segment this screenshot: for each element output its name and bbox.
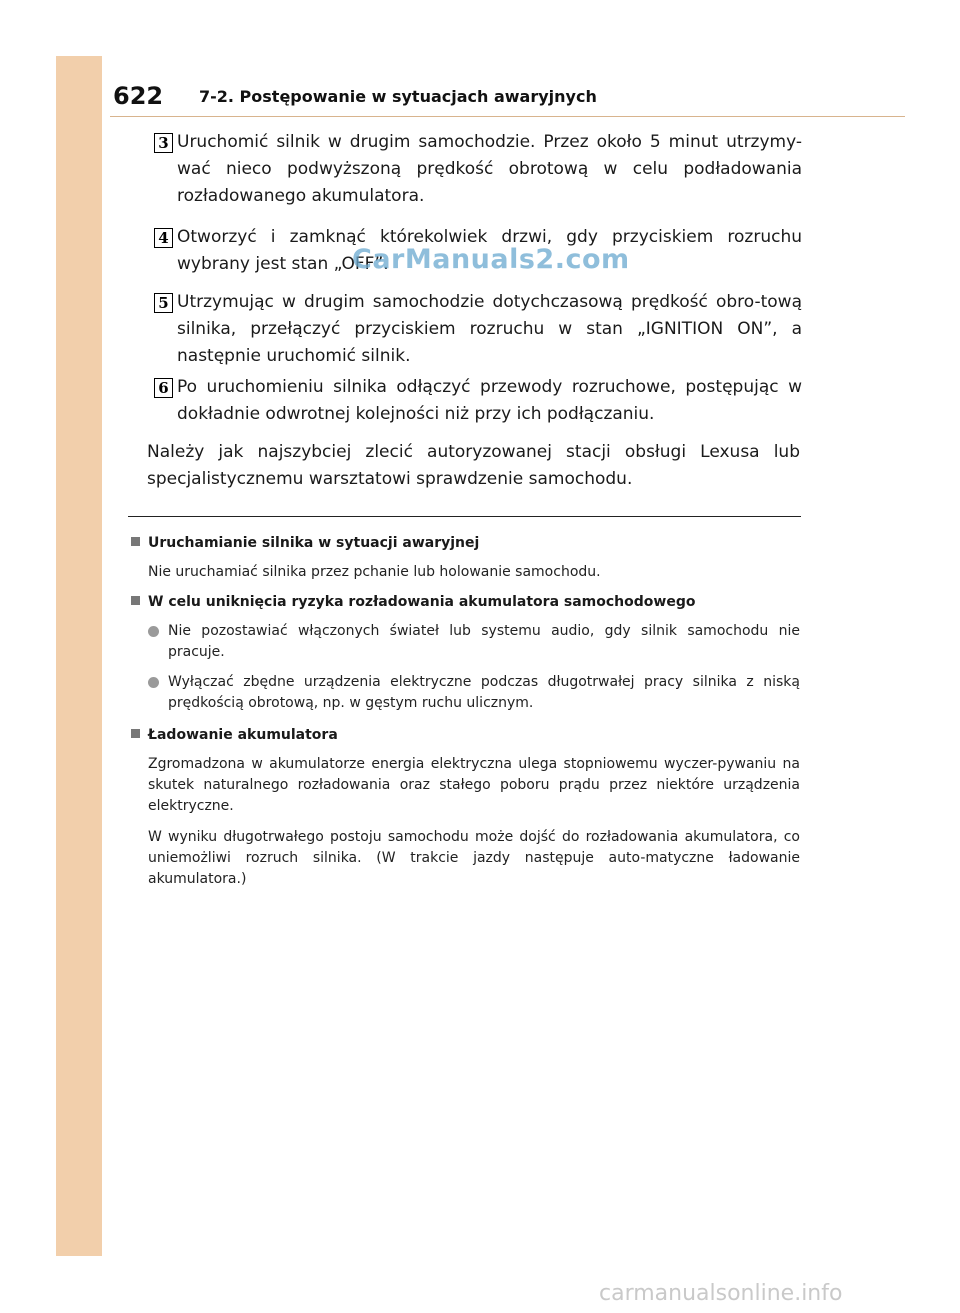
circle-bullet-icon: [148, 626, 159, 637]
section-title: 7-2. Postępowanie w sytuacjach awaryjnych: [199, 87, 597, 106]
watermark-logo: CarManuals2.com: [352, 244, 630, 275]
step-number-badge: 3: [154, 133, 173, 153]
step-text: Po uruchomieniu silnika odłączyć przewody rozruchowe, postępując w dokładnie odwrotnej kolejności niż przy ich podłączaniu.: [177, 377, 802, 424]
step-number-badge: 5: [154, 293, 173, 313]
step-text: Uruchomić silnik w drugim samochodzie. Przez około 5 minut utrzymy-wać nieco podwyższoną prędkość obrotową w celu podładowania rozładowanego akumulatora.: [177, 132, 802, 206]
note-heading: [131, 724, 801, 746]
step-text: Otworzyć i zamknąć którekolwiek drzwi, gdy przyciskiem rozruchu wybrany jest stan „OFF”.: [177, 227, 802, 274]
note-heading-text: Uruchamianie silnika w sytuacji awaryjnej: [148, 535, 480, 551]
bullet-text: Wyłączać zbędne urządzenia elektryczne podczas długotrwałej pracy silnika z niską prędkością obrotową, np. w gęstym ruchu ulicznym.: [168, 674, 800, 711]
closing-paragraph: Należy jak najszybciej zlecić autoryzowanej stacji obsługi Lexusa lub specjalistycznemu warsztatowi sprawdzenie samochodu.: [147, 442, 800, 489]
note-text: W wyniku długotrwałego postoju samochodu może dojść do rozładowania akumulatora, co uniemożliwi rozruch silnika. (W trakcie jazdy następuje auto-matyczne ładowanie akumulatora.): [148, 829, 800, 887]
square-bullet-icon: [131, 596, 140, 605]
step-6: [147, 374, 802, 428]
footer-watermark: carmanualsonline.info: [599, 1281, 843, 1306]
note-heading-text: W celu uniknięcia ryzyka rozładowania akumulatora samochodowego: [148, 594, 696, 610]
note-heading: [131, 532, 801, 554]
note-heading: [131, 591, 801, 613]
page-number: 622: [113, 82, 164, 110]
note-bullet: [148, 672, 800, 714]
step-text: Utrzymując w drugim samochodzie dotychczasową prędkość obro-tową silnika, przełączyć przyciskiem rozruchu w stan „IGNITION ON”, a następnie uruchomić silnik.: [177, 292, 802, 366]
step-3: [147, 129, 802, 210]
square-bullet-icon: [131, 537, 140, 546]
step-number-badge: 4: [154, 228, 173, 248]
note-text: Nie uruchamiać silnika przez pchanie lub holowanie samochodu.: [148, 564, 601, 580]
section-divider: [128, 516, 801, 517]
square-bullet-icon: [131, 729, 140, 738]
bullet-text: Nie pozostawiać włączonych świateł lub systemu audio, gdy silnik samochodu nie pracuje.: [168, 623, 800, 660]
step-number-badge: 6: [154, 378, 173, 398]
step-5: [147, 289, 802, 370]
circle-bullet-icon: [148, 677, 159, 688]
note-bullet: [148, 621, 800, 663]
note-text: Zgromadzona w akumulatorze energia elektryczna ulega stopniowemu wyczer-pywaniu na skutek naturalnego rozładowania oraz stałego poboru prądu przez niektóre urządzenia elektryczne.: [148, 756, 800, 814]
note-heading-text: Ładowanie akumulatora: [148, 727, 338, 743]
